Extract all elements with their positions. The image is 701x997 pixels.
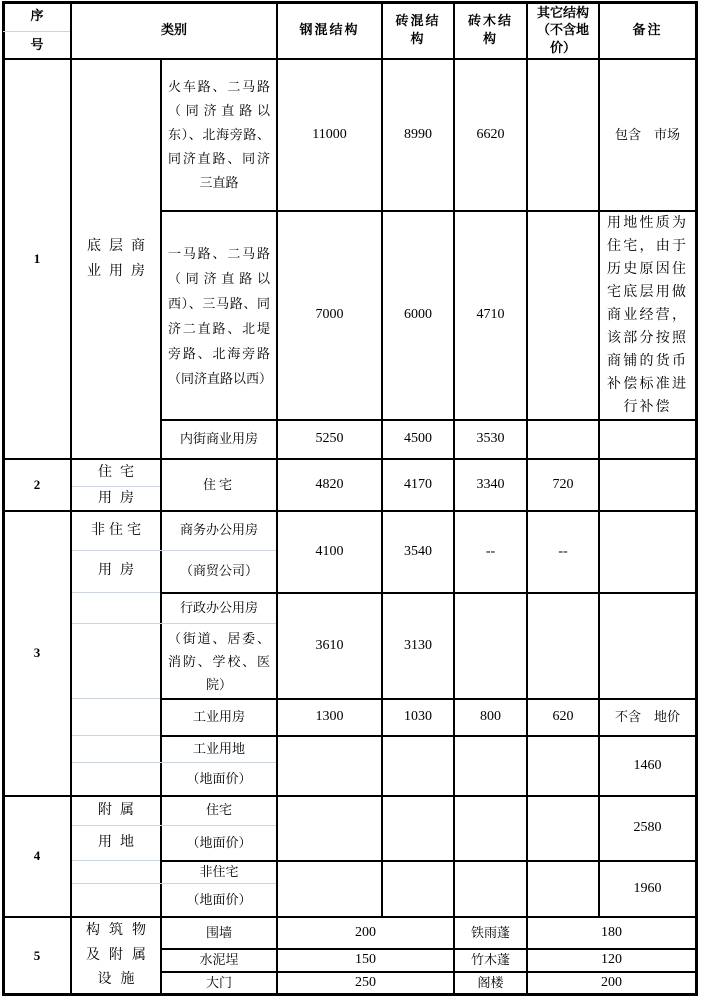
row3a-name-line2: （商贸公司） bbox=[179, 562, 258, 578]
grid-line-vertical bbox=[526, 1, 528, 996]
row3a-brick-concrete-value: 3540 bbox=[404, 543, 432, 559]
row1a-remark: 包含 市场 bbox=[614, 126, 680, 142]
header-brick-wood: 砖木结构 bbox=[467, 12, 513, 46]
row3-category-line2: 用房 bbox=[98, 563, 142, 579]
row2-other-value: 720 bbox=[552, 476, 574, 492]
grid-line-light bbox=[72, 762, 276, 763]
row2-brick-concrete-value: 4170 bbox=[404, 476, 432, 492]
grid-line-horizontal bbox=[160, 860, 698, 862]
row5b-name: 水泥埕 bbox=[199, 952, 239, 968]
header-other: 其它结构（不含地价） bbox=[536, 4, 589, 55]
row3-seq: 3 bbox=[33, 645, 41, 661]
row3c-steel-value: 1300 bbox=[315, 709, 344, 725]
row3-category-line1: 非住宅 bbox=[91, 522, 145, 538]
row1a-steel-value: 11000 bbox=[312, 126, 347, 142]
grid-line-light bbox=[72, 825, 276, 826]
row5b-value1: 150 bbox=[355, 952, 376, 968]
row3c-brick-wood-value: 800 bbox=[480, 709, 501, 725]
grid-line-horizontal bbox=[2, 993, 698, 996]
grid-line-horizontal bbox=[160, 419, 698, 421]
grid-line-horizontal bbox=[2, 510, 698, 512]
row3a-brick-wood-value: -- bbox=[485, 543, 496, 559]
row3c-other-value: 620 bbox=[552, 709, 574, 725]
row1c-brick-concrete-value: 4500 bbox=[404, 431, 432, 447]
grid-line-light bbox=[72, 698, 160, 699]
row3b-name-line2: （街道、居委、消防、学校、医院） bbox=[168, 630, 270, 692]
row3d-name-line2: （地面价） bbox=[186, 770, 252, 786]
grid-line-light bbox=[72, 883, 276, 884]
row4a-remark-value: 2580 bbox=[633, 820, 662, 836]
row4b-remark-value: 1960 bbox=[633, 880, 662, 896]
row5c-name2: 阁楼 bbox=[477, 974, 504, 990]
grid-line-horizontal bbox=[160, 210, 698, 212]
row1a-brick-concrete-value: 8990 bbox=[404, 126, 432, 142]
grid-line-horizontal bbox=[160, 948, 698, 950]
row3b-name-line1: 行政办公用房 bbox=[179, 599, 258, 615]
row1c-name: 内街商业用房 bbox=[179, 431, 258, 447]
row2-name: 住宅 bbox=[202, 476, 235, 492]
row2-steel-value: 4820 bbox=[315, 476, 344, 492]
grid-line-light bbox=[72, 860, 160, 861]
row1b-location: 一马路、二马路（同济直路以西）、三马路、同济二直路、北堤旁路、北海旁路（同济直路以西） bbox=[168, 245, 273, 386]
header-seq-line1: 序 bbox=[30, 8, 44, 24]
row4-seq: 4 bbox=[33, 848, 41, 864]
header-seq-line2: 号 bbox=[30, 37, 44, 53]
row1b-remark: 用地性质为住宅，由于历史原因住宅底层用做商业经营，该部分按照商铺的货币补偿标准进行补偿 bbox=[607, 216, 688, 415]
row3c-name: 工业用房 bbox=[192, 709, 245, 725]
grid-line-vertical bbox=[453, 1, 455, 996]
grid-line-vertical bbox=[70, 1, 72, 996]
row5a-name: 围墙 bbox=[205, 924, 232, 940]
row2-seq: 2 bbox=[33, 476, 41, 492]
row4a-name-line1: 住宅 bbox=[205, 802, 232, 818]
row2-category-line1: 住宅 bbox=[98, 465, 142, 481]
row2-brick-wood-value: 3340 bbox=[476, 476, 505, 492]
row5b-name2: 竹木蓬 bbox=[470, 952, 510, 968]
row3d-remark-value: 1460 bbox=[633, 757, 662, 773]
row5-seq: 5 bbox=[33, 947, 41, 963]
row1a-location: 火车路、二马路（同济直路以东）、北海旁路、同济直路、同济三直路 bbox=[168, 79, 270, 190]
row4b-name-line2: （地面价） bbox=[186, 891, 252, 907]
grid-line-horizontal bbox=[160, 698, 698, 700]
row3c-brick-concrete-value: 1030 bbox=[404, 709, 432, 725]
grid-line-light bbox=[72, 623, 276, 624]
row2-category-line2: 用房 bbox=[98, 490, 142, 506]
header-steel: 钢混结构 bbox=[299, 21, 360, 37]
row3a-other-value: -- bbox=[558, 543, 568, 559]
grid-line-light bbox=[72, 550, 276, 551]
row1a-brick-wood-value: 6620 bbox=[476, 126, 505, 142]
row4b-name-line1: 非住宅 bbox=[199, 863, 239, 879]
grid-line-horizontal bbox=[160, 735, 698, 737]
row1b-brick-concrete-value: 6000 bbox=[404, 307, 432, 323]
grid-line-vertical bbox=[160, 58, 162, 996]
row5a-value1: 200 bbox=[355, 924, 376, 940]
header-remarks: 备注 bbox=[632, 21, 663, 37]
row5a-value2: 180 bbox=[601, 924, 622, 940]
grid-line-light bbox=[3, 31, 70, 32]
row4a-name-line2: （地面价） bbox=[186, 834, 252, 850]
grid-line-light bbox=[72, 592, 160, 593]
row1-seq: 1 bbox=[33, 250, 41, 266]
row4-category-line1: 附属 bbox=[98, 802, 142, 818]
row5c-value2: 200 bbox=[601, 974, 622, 990]
row1c-steel-value: 5250 bbox=[315, 431, 344, 447]
grid-line-horizontal bbox=[2, 1, 698, 4]
grid-line-horizontal bbox=[2, 916, 698, 918]
row3b-brick-concrete-value: 3130 bbox=[404, 637, 432, 653]
grid-line-horizontal bbox=[2, 58, 698, 60]
row4-category-line2: 用地 bbox=[98, 835, 142, 851]
grid-line-vertical bbox=[2, 1, 5, 996]
row5b-value2: 120 bbox=[601, 952, 622, 968]
row5a-name2: 铁雨蓬 bbox=[470, 924, 510, 940]
row3a-name-line1: 商务办公用房 bbox=[179, 522, 258, 538]
header-brick-concrete: 砖混结构 bbox=[395, 12, 441, 46]
grid-line-vertical bbox=[276, 1, 278, 996]
row3b-steel-value: 3610 bbox=[315, 637, 344, 653]
row3d-name-line1: 工业用地 bbox=[192, 740, 245, 756]
grid-line-horizontal bbox=[160, 592, 698, 594]
row5c-name: 大门 bbox=[205, 974, 232, 990]
row5-category: 构筑物及附属设施 bbox=[86, 923, 155, 988]
grid-line-light bbox=[72, 486, 160, 487]
header-category: 类别 bbox=[160, 21, 187, 37]
row1c-brick-wood-value: 3530 bbox=[476, 431, 505, 447]
grid-line-horizontal bbox=[160, 971, 698, 973]
row5c-value1: 250 bbox=[355, 974, 376, 990]
row3a-steel-value: 4100 bbox=[315, 543, 344, 559]
grid-line-horizontal bbox=[2, 795, 698, 797]
row1b-brick-wood-value: 4710 bbox=[476, 307, 505, 323]
grid-line-horizontal bbox=[2, 458, 698, 460]
grid-line-light bbox=[72, 735, 160, 736]
grid-line-vertical bbox=[695, 1, 698, 996]
row3c-remark: 不含 地价 bbox=[614, 709, 680, 725]
row1b-steel-value: 7000 bbox=[315, 307, 344, 323]
row1-category: 底层商业用房 bbox=[87, 238, 153, 279]
